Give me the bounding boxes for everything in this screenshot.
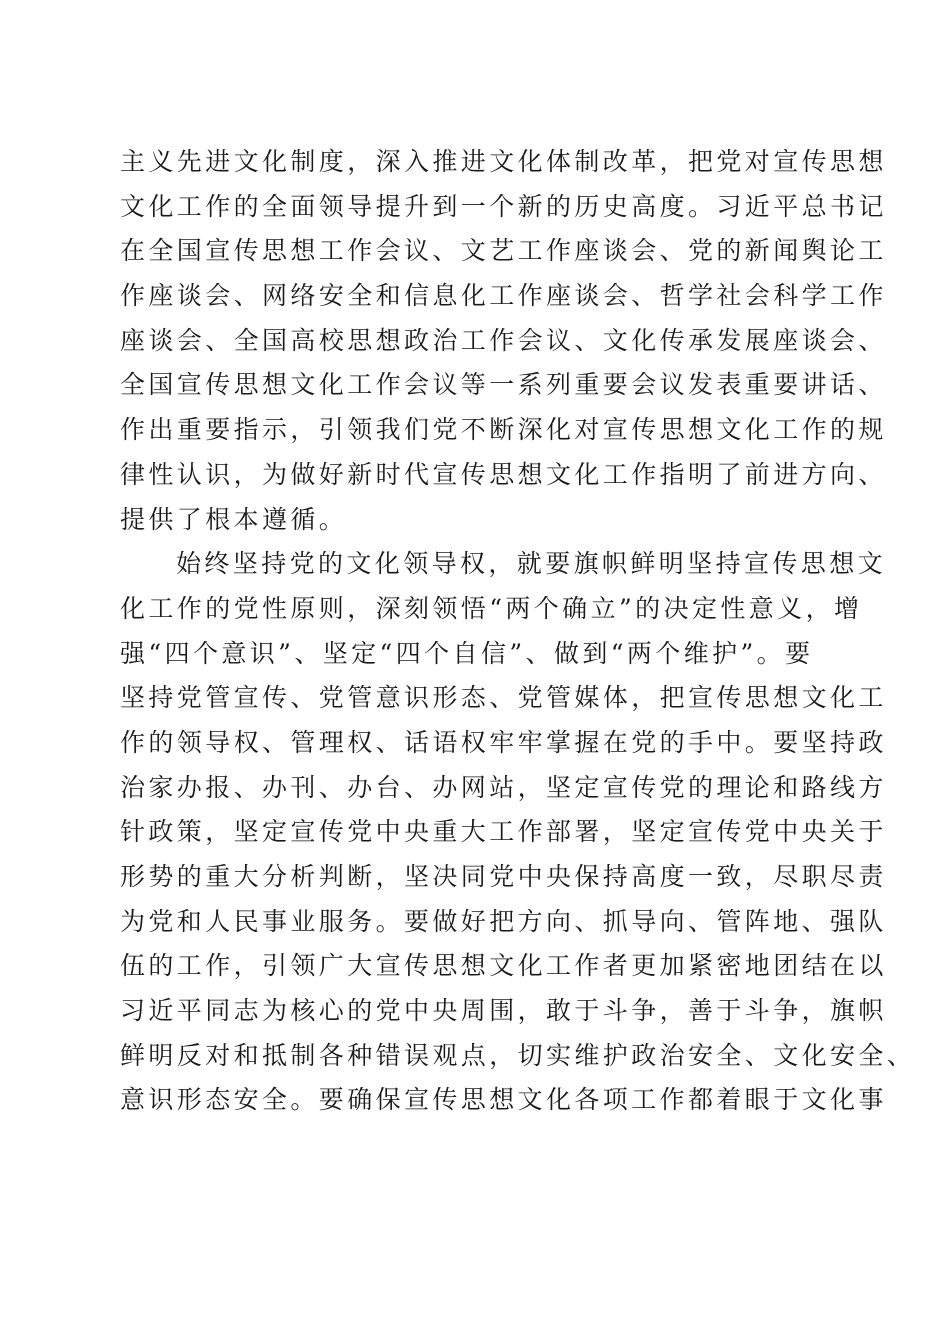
paragraph-1-line: 在全国宣传思想工作会议、文艺工作座谈会、党的新闻舆论工	[120, 236, 887, 266]
paragraph-2-first-line: 始终坚持党的文化领导权，就要旗帜鲜明坚持宣传思想文	[176, 549, 887, 579]
paragraph-1-line: 全国宣传思想文化工作会议等一系列重要会议发表重要讲话、	[120, 370, 887, 400]
paragraph-2-line: 化工作的党性原则，深刻领悟“两个确立”的决定性意义，增	[120, 593, 863, 623]
paragraph-2-line: 强“四个意识”、坚定“四个自信”、做到“两个维护”。要	[120, 638, 814, 668]
paragraph-2-line: 意识形态安全。要确保宣传思想文化各项工作都着眼于文化事	[120, 1085, 887, 1115]
paragraph-2-line: 针政策，坚定宣传党中央重大工作部署，坚定宣传党中央关于	[120, 817, 887, 847]
paragraph-2-line: 鲜明反对和抵制各种错误观点，切实维护政治安全、文化安全、	[120, 1040, 916, 1070]
paragraph-2-line: 作的领导权、管理权、话语权牢牢掌握在党的手中。要坚持政	[120, 727, 887, 757]
paragraph-2-line: 伍的工作，引领广大宣传思想文化工作者更加紧密地团结在以	[120, 951, 887, 981]
paragraph-1-line: 提供了根本遵循。	[120, 504, 348, 534]
paragraph-2-line: 为党和人民事业服务。要做好把方向、抓导向、管阵地、强队	[120, 906, 887, 936]
paragraph-2-line: 坚持党管宣传、党管意识形态、党管媒体，把宣传思想文化工	[120, 683, 887, 713]
paragraph-2-line: 形势的重大分析判断，坚决同党中央保持高度一致，尽职尽责	[120, 862, 887, 891]
paragraph-1-line: 文化工作的全面领导提升到一个新的历史高度。习近平总书记	[120, 191, 887, 221]
document-body	[120, 140, 916, 1123]
paragraph-1-line: 作座谈会、网络安全和信息化工作座谈会、哲学社会科学工作	[120, 281, 887, 311]
paragraph-1-line: 律性认识，为做好新时代宣传思想文化工作指明了前进方向、	[120, 459, 887, 489]
paragraph-2-line: 习近平同志为核心的党中央周围，敢于斗争，善于斗争，旗帜	[120, 996, 887, 1026]
paragraph-1-line: 主义先进文化制度，深入推进文化体制改革，把党对宣传思想	[120, 147, 887, 176]
paragraph-2-line: 治家办报、办刊、办台、办网站，坚定宣传党的理论和路线方	[120, 772, 887, 802]
paragraph-1-line: 作出重要指示，引领我们党不断深化对宣传思想文化工作的规	[120, 415, 887, 445]
paragraph-1-line: 座谈会、全国高校思想政治工作会议、文化传承发展座谈会、	[120, 325, 887, 355]
